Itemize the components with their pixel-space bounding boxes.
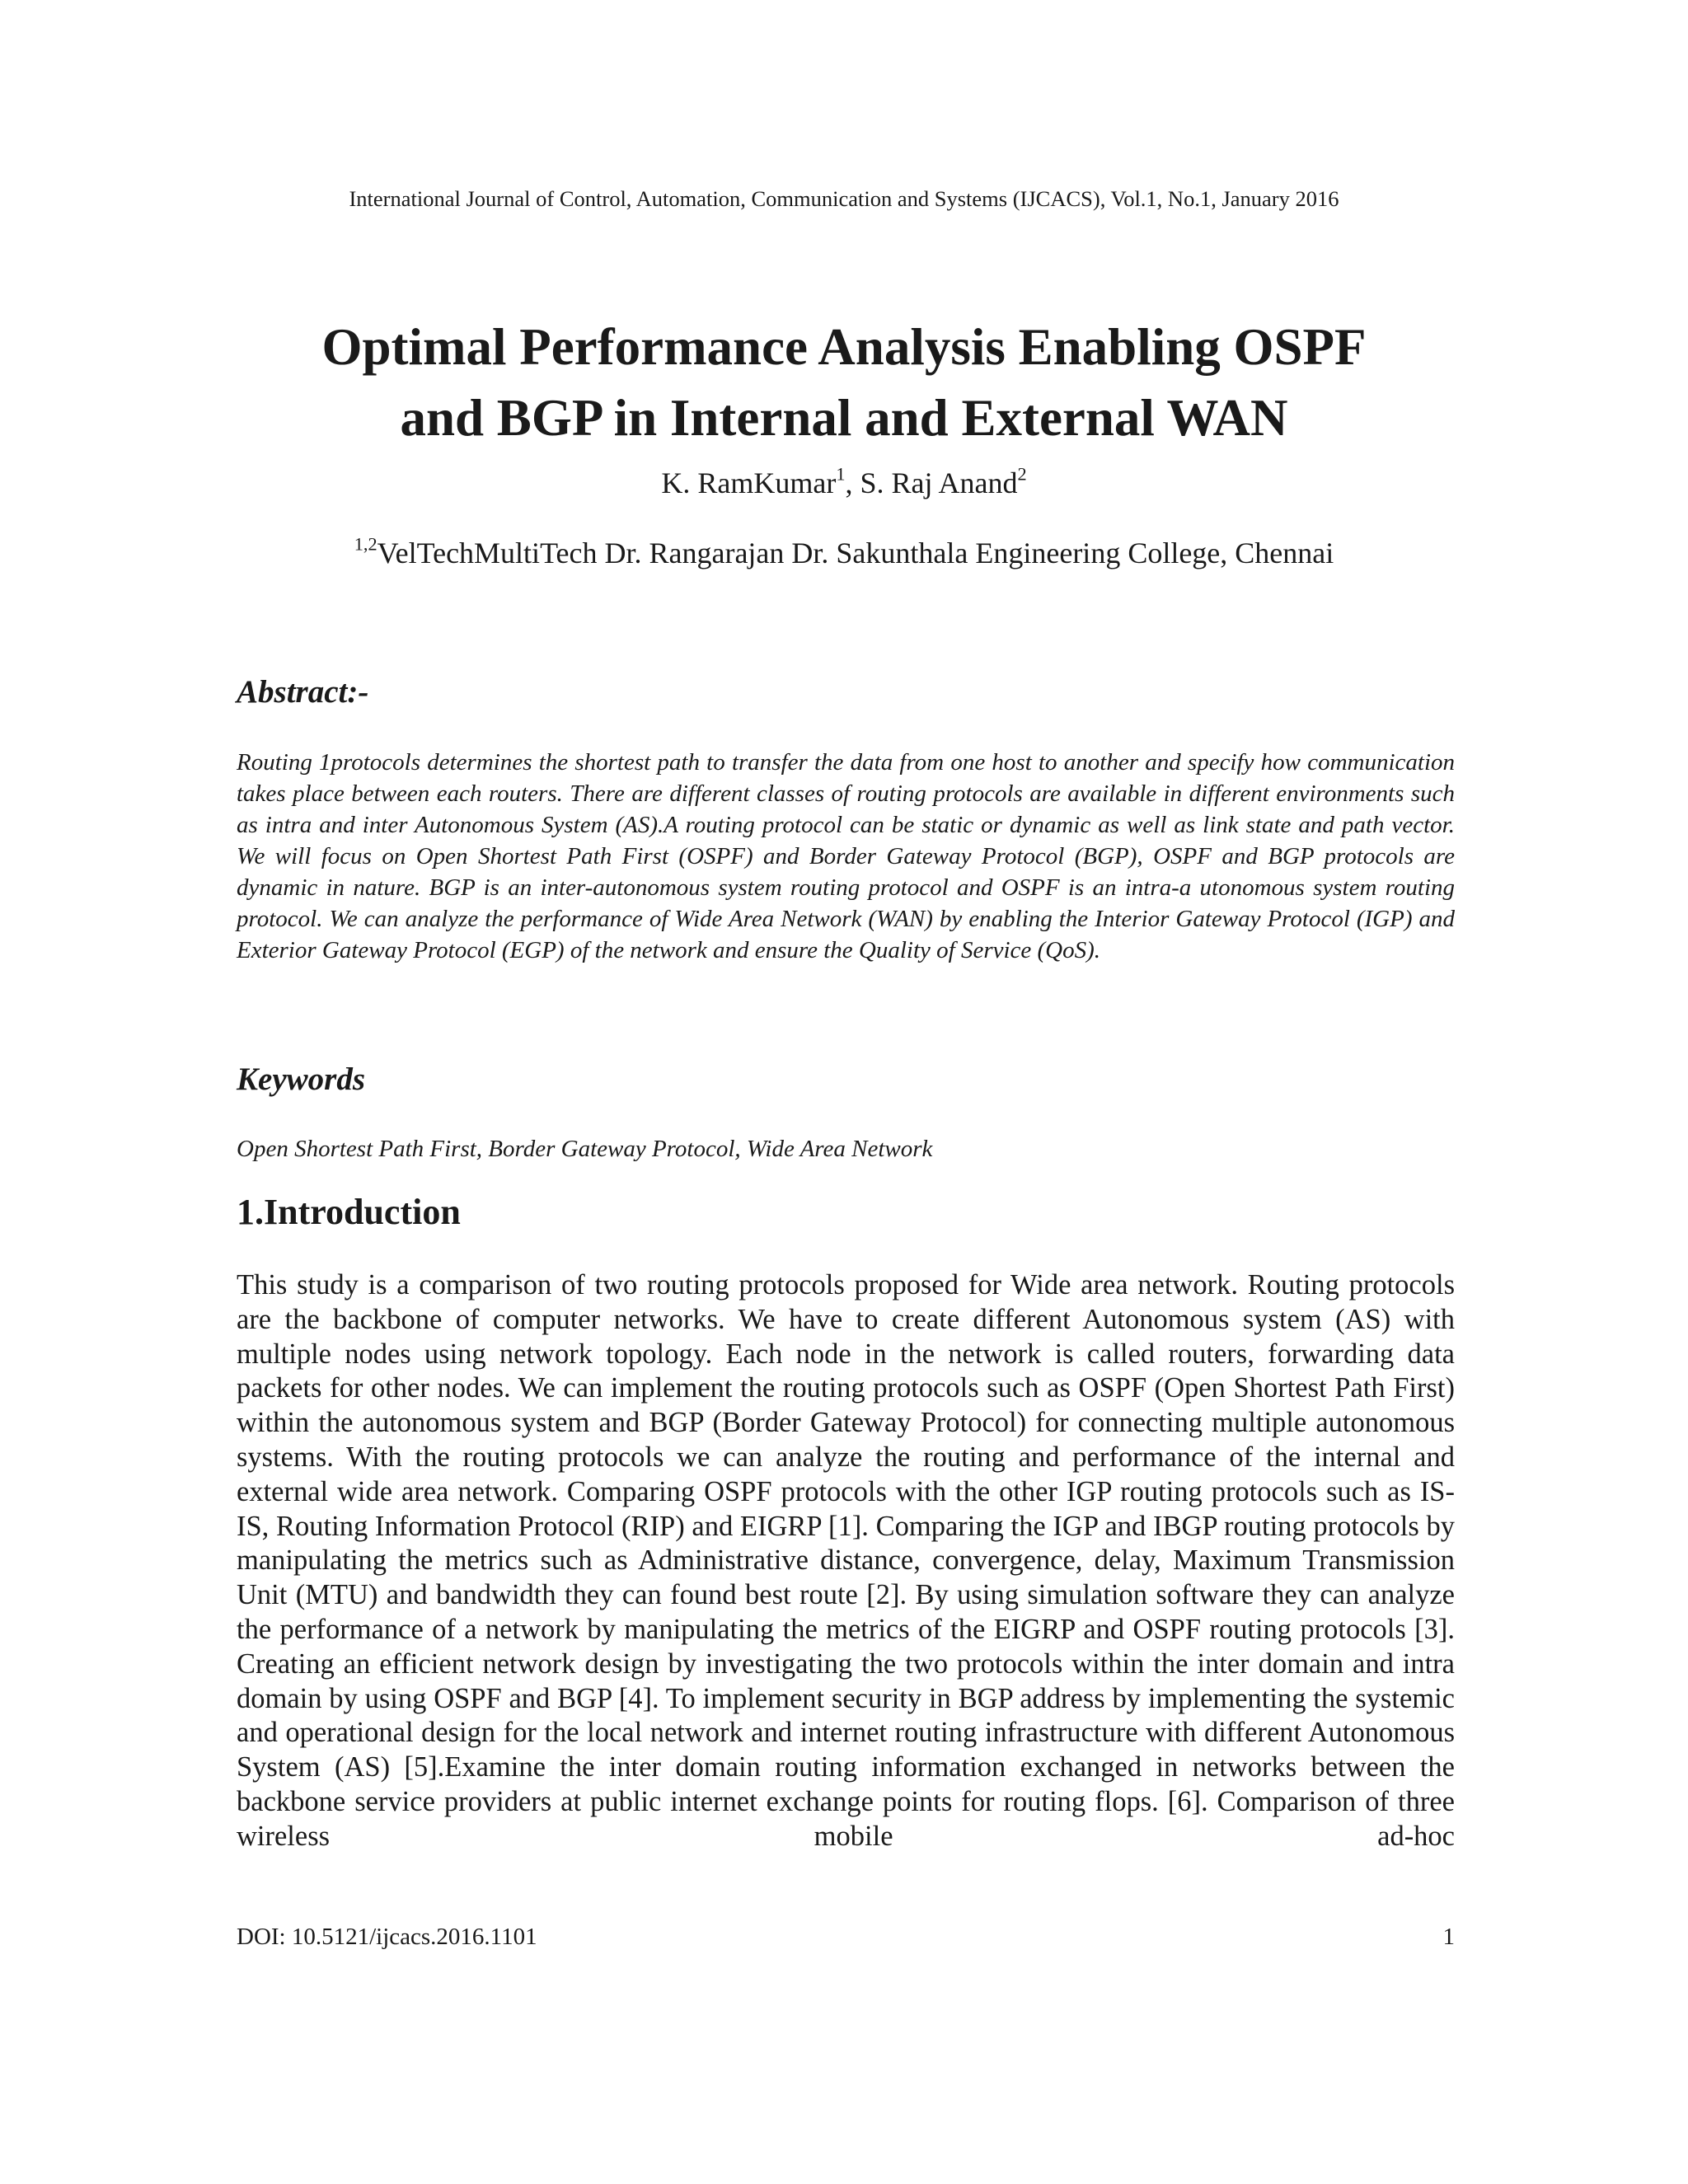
author-affiliation-mark: 2: [1017, 463, 1027, 485]
introduction-body: This study is a comparison of two routing protocols proposed for Wide area network. Routing protocols are the backbone of computer networks. We have to create different Autonomous system (AS) with multiple nodes using network topology. Each node in the network is called routers, forwarding data packets for other nodes. We can implement the routing protocols such as OSPF (Open Shortest Path First) within the autonomous system and BGP (Border Gateway Protocol) for connecting multiple autonomous systems. With the routing protocols we can analyze the routing and performance of the internal and external wide area network. Comparing OSPF protocols with the other IGP routing protocols such as IS-IS, Routing Information Protocol (RIP) and EIGRP [1]. Comparing the IGP and IBGP routing protocols by manipulating the metrics such as Administrative distance, convergence, delay, Maximum Transmission Unit (MTU) and bandwidth they can found best route [2]. By using simulation software they can analyze the performance of a network by manipulating the metrics of the EIGRP and OSPF routing protocols [3]. Creating an efficient network design by investigating the two protocols within the inter domain and intra domain by using OSPF and BGP [4]. To implement security in BGP address by implementing the systemic and operational design for the local network and internet routing infrastructure with different Autonomous System (AS) [5].Examine the inter domain routing information exchanged in networks between the backbone service providers at public internet exchange points for routing flops. [6]. Comparison of three wireless mobile ad-hoc: [237, 1269, 1455, 1852]
paper-title-line-2: and BGP in Internal and External WAN: [400, 389, 1288, 447]
doi-footer: DOI: 10.5121/ijcacs.2016.1101: [237, 1924, 537, 1950]
keywords-body: Open Shortest Path First, Border Gateway Protocol, Wide Area Network: [237, 1136, 933, 1162]
abstract-body: Routing 1protocols determines the shortest path to transfer the data from one host to another and specify how communication takes place between each routers. There are different classes of routing protocols are available in different environments such as intra and inter Autonomous System (AS).A routing protocol can be static or dynamic as well as link state and path vector. We will focus on Open Shortest Path First (OSPF) and Border Gateway Protocol (BGP), OSPF and BGP protocols are dynamic in nature. BGP is an inter-autonomous system routing protocol and OSPF is an intra-a utonomous system routing protocol. We can analyze the performance of Wide Area Network (WAN) by enabling the Interior Gateway Protocol (IGP) and Exterior Gateway Protocol (EGP) of the network and ensure the Quality of Service (QoS).: [237, 749, 1455, 963]
paper-title: [198, 312, 1490, 453]
author-affiliation-mark: 1: [836, 463, 846, 485]
running-header: International Journal of Control, Automation, Communication and Systems (IJCACS), Vol.1, No.1, January 2016: [349, 186, 1339, 211]
keywords-heading: Keywords: [237, 1062, 365, 1097]
affiliation-mark: 1,2: [354, 533, 377, 555]
author-name: K. RamKumar: [661, 466, 837, 499]
author-list: [0, 464, 1688, 502]
affiliation-text: VelTechMultiTech Dr. Rangarajan Dr. Sakunthala Engineering College, Chennai: [377, 537, 1334, 569]
abstract-heading: Abstract:-: [237, 674, 369, 710]
affiliation: [0, 534, 1688, 572]
page-number: 1: [1442, 1924, 1455, 1950]
paper-title-line-1: Optimal Performance Analysis Enabling OSPF: [321, 318, 1367, 376]
author-name: S. Raj Anand: [860, 466, 1018, 499]
author-separator: ,: [845, 466, 860, 499]
introduction-heading: 1.Introduction: [237, 1192, 461, 1232]
